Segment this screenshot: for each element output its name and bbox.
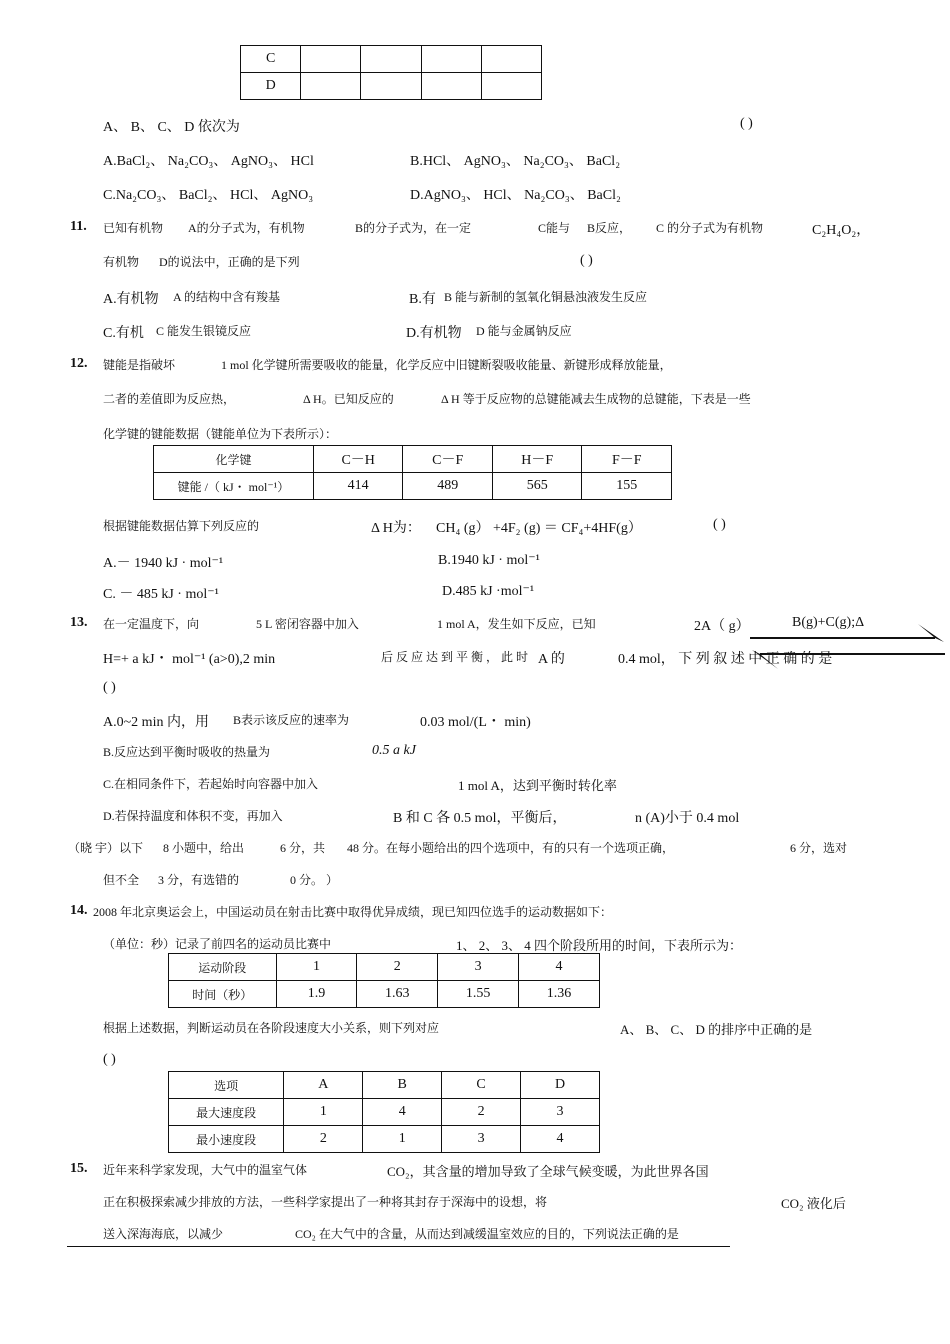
q12-text: Δ H为： — [371, 521, 421, 536]
table-cell: 155 — [582, 473, 672, 500]
table-row — [169, 1126, 600, 1153]
q15-text: CO₂ 在大气中的含量，从而达到减缓温室效应的目的，下列说法正确的是 — [295, 1227, 679, 1241]
table-cell: 1 — [276, 954, 357, 981]
table-cell — [421, 46, 481, 73]
table-cell — [301, 46, 361, 73]
q12-number: 12. — [70, 356, 88, 371]
q11-option-c-text: C 能发生银镜反应 — [156, 324, 252, 338]
table-header: A — [284, 1072, 363, 1099]
q13-option-a-text: B表示该反应的速率为 — [233, 713, 350, 727]
bottom-divider — [67, 1246, 730, 1247]
q11-number: 11. — [70, 219, 87, 234]
table-cell: 1.9 — [276, 981, 357, 1008]
table-cell: 3 — [438, 954, 519, 981]
q10-option-b: B.HCl、 AgNO₃、 Na₂CO₃、 BaCl₂ — [410, 154, 621, 169]
table-cell: 3 — [521, 1099, 600, 1126]
section-note: （晓 宇）以下 — [68, 841, 144, 855]
q13-equation: B(g)+C(g);Δ — [792, 615, 865, 630]
q13-option-d: D.若保持温度和体积不变，再加入 — [103, 809, 283, 823]
q12-text: 键能是指破坏 — [103, 358, 176, 372]
q13-option-a-value: 0.03 mol/(L・ min) — [420, 715, 531, 730]
bond-energy-table — [153, 445, 672, 500]
table-cell: 2 — [357, 954, 438, 981]
q12-option-c: C. － 485 kJ · mol⁻¹ — [103, 587, 219, 602]
table-cell: 1 — [363, 1126, 442, 1153]
row-label: C — [241, 46, 301, 73]
top-table — [240, 45, 542, 100]
table-row — [154, 473, 672, 500]
row-label: 时间（秒） — [169, 981, 277, 1008]
row-label: 运动阶段 — [169, 954, 277, 981]
table-header: F－F — [582, 446, 672, 473]
table-cell — [481, 73, 541, 100]
q11-text: D的说法中，正确的是下列 — [159, 255, 300, 269]
q15-text: 近年来科学家发现，大气中的温室气体 — [103, 1163, 308, 1177]
q11-formula: C₂H₄O₂， — [812, 223, 871, 238]
table-header: B — [363, 1072, 442, 1099]
table-header: C — [442, 1072, 521, 1099]
q13-text: 在一定温度下，向 — [103, 617, 200, 631]
row-label: 最小速度段 — [169, 1126, 284, 1153]
stage-time-table — [168, 953, 600, 1008]
row-label: 选项 — [169, 1072, 284, 1099]
options-table — [168, 1071, 600, 1153]
q11-text: A的分子式为，有机物 — [188, 221, 305, 235]
q14-text: 2008 年北京奥运会上，中国运动员在射击比赛中取得优异成绩，现已知四位选手的运动数据如下： — [93, 905, 613, 919]
q12-equation: CH₄ (g） +4F₂ (g) ＝ CF₄+4HF(g） — [436, 521, 642, 536]
q13-option-d-value: n (A)小于 0.4 mol — [635, 811, 740, 826]
table-row — [241, 46, 542, 73]
table-header: D — [521, 1072, 600, 1099]
q13-text: H=+ a kJ・ mol⁻¹ (a>0),2 min — [103, 652, 276, 667]
q11-option-d-text: D 能与金属钠反应 — [476, 324, 572, 338]
q11-option-d: D.有机物 — [406, 326, 462, 341]
q11-text: B反应， — [587, 221, 632, 235]
q10-answer-paren: ( ) — [740, 116, 753, 131]
q12-text: Δ H。已知反应的 — [303, 392, 394, 406]
q13-option-a: A.0~2 min 内，用 — [103, 715, 209, 730]
q12-text: Δ H 等于反应物的总键能减去生成物的总键能，下表是一些 — [441, 392, 751, 406]
table-header: H－F — [492, 446, 582, 473]
q15-number: 15. — [70, 1161, 88, 1176]
table-cell: 1.36 — [519, 981, 600, 1008]
section-note: 48 分。在每小题给出的四个选项中，有的只有一个选项正确， — [347, 841, 675, 855]
row-label: D — [241, 73, 301, 100]
q14-text: （单位：秒）记录了前四名的运动员比赛中 — [103, 937, 332, 951]
q10-stem: A、 B、 C、 D 依次为 — [103, 120, 240, 135]
table-row — [154, 446, 672, 473]
section-note: 8 小题中，给出 — [163, 841, 245, 855]
q13-option-c-text: 1 mol A，达到平衡时转化率 — [458, 778, 617, 793]
table-cell — [361, 46, 421, 73]
q10-option-a: A.BaCl₂、 Na₂CO₃、 AgNO₃、 HCl — [103, 154, 314, 169]
table-cell: 489 — [403, 473, 493, 500]
table-cell: 2 — [442, 1099, 521, 1126]
q11-option-a: A.有机物 — [103, 292, 159, 307]
q15-text: 送入深海海底，以减少 — [103, 1227, 224, 1241]
q11-option-b: B.有 — [409, 292, 436, 307]
q11-option-a-text: A 的结构中含有羧基 — [173, 290, 281, 304]
q12-option-a: A.－ 1940 kJ · mol⁻¹ — [103, 556, 224, 571]
table-cell: 1.55 — [438, 981, 519, 1008]
q13-option-c: C.在相同条件下，若起始时向容器中加入 — [103, 777, 319, 791]
q10-option-d: D.AgNO₃、 HCl、 Na₂CO₃、 BaCl₂ — [410, 188, 621, 203]
table-cell — [361, 73, 421, 100]
row-label: 最大速度段 — [169, 1099, 284, 1126]
table-cell — [481, 46, 541, 73]
table-cell: 1.63 — [357, 981, 438, 1008]
section-note: 3 分，有选错的 — [158, 873, 240, 887]
q13-text: A 的 — [538, 652, 565, 667]
q13-option-b: B.反应达到平衡时吸收的热量为 — [103, 745, 271, 759]
q11-text: 有机物 — [103, 255, 140, 269]
q13-number: 13. — [70, 615, 88, 630]
q12-option-b: B.1940 kJ · mol⁻¹ — [438, 553, 540, 568]
q13-text: 5 L 密闭容器中加入 — [256, 617, 359, 631]
q11-option-b-text: B 能与新制的氢氧化铜悬浊液发生反应 — [444, 290, 648, 304]
table-cell: 4 — [519, 954, 600, 981]
section-note: 但不全 — [103, 873, 140, 887]
q12-text: 二者的差值即为反应热， — [103, 392, 236, 406]
q14-text: A、 B、 C、 D 的排序中正确的是 — [620, 1022, 813, 1037]
q13-option-d-text: B 和 C 各 0.5 mol，平衡后， — [393, 811, 567, 826]
table-row — [169, 981, 600, 1008]
q11-text: C能与 — [538, 221, 571, 235]
q10-option-c: C.Na₂CO₃、 BaCl₂、 HCl、 AgNO₃ — [103, 188, 314, 203]
q13-answer-paren: ( ) — [103, 680, 116, 695]
q12-text: 1 mol 化学键所需要吸收的能量，化学反应中旧键断裂吸收能量、新键形成释放能量， — [221, 358, 672, 372]
q11-text: 已知有机物 — [103, 221, 164, 235]
q15-text: 正在积极探索减少排放的方法，一些科学家提出了一种将其封存于深海中的设想，将 — [103, 1195, 548, 1209]
table-cell: 4 — [363, 1099, 442, 1126]
q13-text: 0.4 mol， 下 列 叙 述 中 正 确 的 是 — [618, 652, 833, 667]
q13-equation: 2A（ g） — [694, 619, 750, 634]
q11-answer-paren: ( ) — [580, 253, 593, 268]
q14-text: 1、 2、 3、 4 四个阶段所用的时间，下表所示为： — [456, 938, 743, 953]
q13-option-b-value: 0.5 a kJ — [372, 743, 416, 758]
q15-text: CO₂，其含量的增加导致了全球气候变暖，为此世界各国 — [387, 1164, 709, 1179]
q12-text: 化学键的键能数据（键能单位为下表所示）： — [103, 427, 338, 441]
table-row — [169, 1099, 600, 1126]
table-cell: 4 — [521, 1126, 600, 1153]
table-row — [169, 954, 600, 981]
q14-text: 根据上述数据，判断运动员在各阶段速度大小关系，则下列对应 — [103, 1021, 440, 1035]
q13-text: 后 反 应 达 到 平 衡 ， 此 时 — [381, 650, 529, 664]
q13-text: 1 mol A，发生如下反应，已知 — [437, 617, 596, 631]
q11-text: C 的分子式为有机物 — [656, 221, 764, 235]
row-label: 键能 /（ kJ・ mol⁻¹） — [154, 473, 314, 500]
table-cell: 565 — [492, 473, 582, 500]
table-cell: 1 — [284, 1099, 363, 1126]
table-row — [169, 1072, 600, 1099]
section-note: 0 分。 ） — [290, 873, 339, 887]
section-note: 6 分，共 — [280, 841, 326, 855]
table-cell: 414 — [313, 473, 403, 500]
table-cell: 3 — [442, 1126, 521, 1153]
q11-text: B的分子式为，在一定 — [355, 221, 472, 235]
table-header: C－F — [403, 446, 493, 473]
section-note: 6 分，选对 — [790, 841, 848, 855]
q11-option-c: C.有机 — [103, 326, 144, 341]
q14-number: 14. — [70, 903, 88, 918]
q12-answer-paren: ( ) — [713, 517, 726, 532]
q15-text: CO₂ 液化后 — [781, 1196, 846, 1211]
table-row — [241, 73, 542, 100]
table-header: C－H — [313, 446, 403, 473]
table-cell: 2 — [284, 1126, 363, 1153]
q14-answer-paren: ( ) — [103, 1052, 116, 1067]
q12-option-d: D.485 kJ ·mol⁻¹ — [442, 584, 535, 599]
q12-text: 根据键能数据估算下列反应的 — [103, 519, 260, 533]
table-header: 化学键 — [154, 446, 314, 473]
table-cell — [301, 73, 361, 100]
table-cell — [421, 73, 481, 100]
